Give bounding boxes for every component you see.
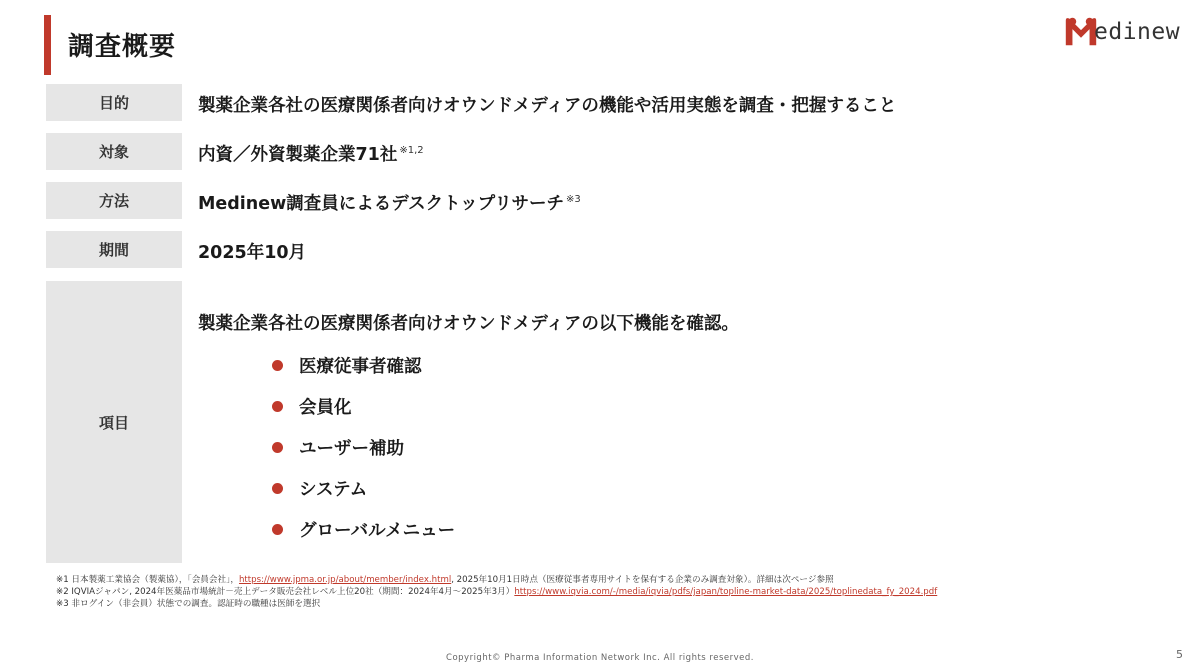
footnotes <box>56 574 937 610</box>
footnote-1-suffix: , 2025年10月1日時点（医療従事者専用サイトを保有する企業のみ調査対象）。詳細は次ページ参照 <box>451 575 834 585</box>
label-period: 期間 <box>46 231 182 268</box>
list-item-label: 会員化 <box>299 398 352 418</box>
items-bullet-list <box>272 345 455 550</box>
value-method <box>198 190 581 215</box>
items-lead: 製薬企業各社の医療関係者向けオウンドメディアの以下機能を確認。 <box>198 314 739 334</box>
copyright: Copyright© Pharma Information Network Inc. All rights reserved. <box>446 653 754 663</box>
page-title: 調査概要 <box>68 32 177 62</box>
value-target-text: 内資／外資製薬企業71社 <box>198 145 398 165</box>
footnote-2-link[interactable]: https://www.iqvia.com/-/media/iqvia/pdfs/japan/topline-market-data/2025/toplinedata_fy_2024.pdf <box>514 587 938 597</box>
value-method-text: Medinew調査員によるデスクトップリサーチ <box>198 194 565 214</box>
value-period-text: 2025年10月 <box>198 243 307 263</box>
value-purpose <box>198 92 896 117</box>
page-number: 5 <box>1176 648 1183 661</box>
bullet-dot-icon <box>272 360 283 371</box>
value-target <box>198 141 424 166</box>
bullet-dot-icon <box>272 483 283 494</box>
footnote-3: ※3 非ログイン（非会員）状態での調査。認証時の職種は医師を選択 <box>56 599 321 609</box>
list-item <box>272 427 455 468</box>
label-items: 項目 <box>46 281 182 563</box>
footnote-2-text: ※2 IQVIAジャパン, 2024年医薬品市場統計－売上データ販売会社レベル上位20社（期間：2024年4月～2025年3月） <box>56 587 515 597</box>
list-item <box>272 509 455 550</box>
footnote-1-link[interactable]: https://www.jpma.or.jp/about/member/index.html <box>238 575 452 585</box>
list-item-label: ユーザー補助 <box>299 439 404 459</box>
list-item <box>272 345 455 386</box>
value-target-note: ※1,2 <box>399 145 424 157</box>
medinew-logo <box>1062 12 1180 52</box>
list-item <box>272 386 455 427</box>
list-item-label: システム <box>299 480 368 500</box>
label-method: 方法 <box>46 182 182 219</box>
logo-text: edinew <box>1094 19 1181 45</box>
label-target: 対象 <box>46 133 182 170</box>
label-purpose: 目的 <box>46 84 182 121</box>
footnote-1 <box>56 574 937 586</box>
bullet-dot-icon <box>272 442 283 453</box>
list-item-label: グローバルメニュー <box>299 521 456 541</box>
list-item-label: 医療従事者確認 <box>299 357 422 377</box>
value-method-note: ※3 <box>566 194 581 206</box>
list-item <box>272 468 455 509</box>
value-period <box>198 239 306 264</box>
bullet-dot-icon <box>272 401 283 412</box>
bullet-dot-icon <box>272 524 283 535</box>
footnote-2 <box>56 586 937 598</box>
title-accent-bar <box>44 15 51 75</box>
value-purpose-text: 製薬企業各社の医療関係者向けオウンドメディアの機能や活用実態を調査・把握すること <box>198 96 897 116</box>
footnote-1-text: ※1 日本製薬工業協会（製薬協），「会員会社」， <box>56 575 239 585</box>
